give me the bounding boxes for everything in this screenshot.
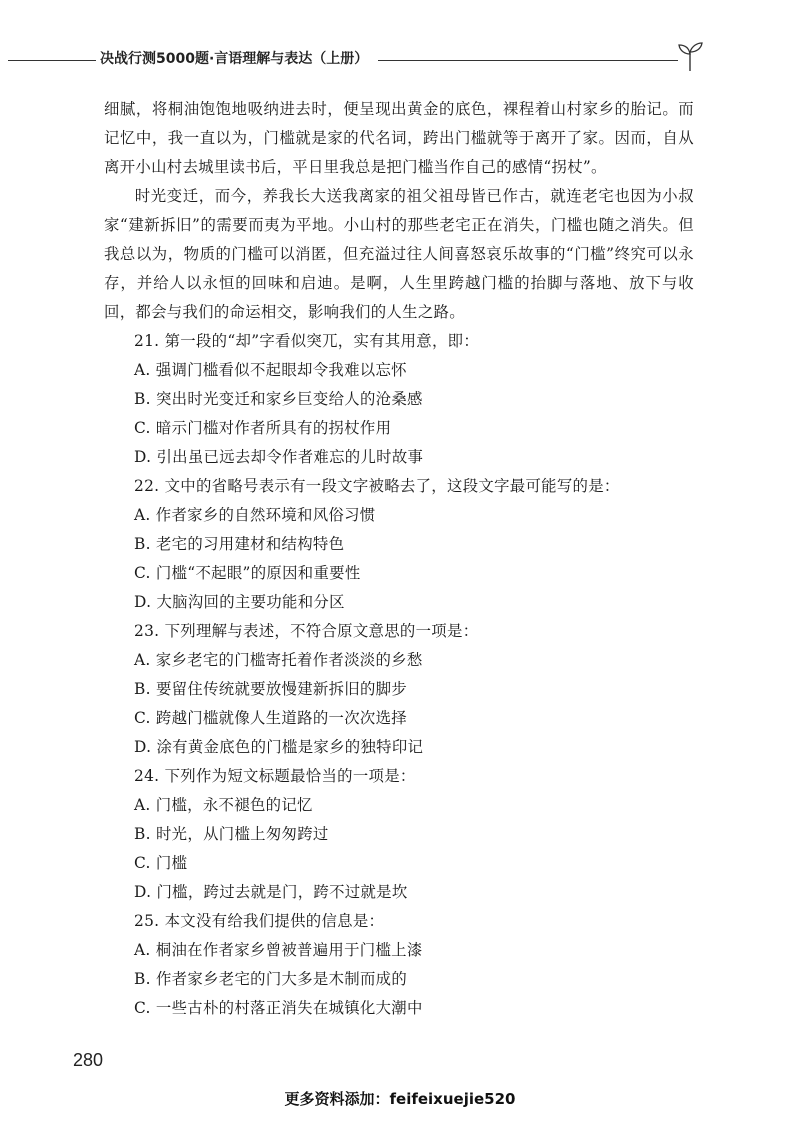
answer-option: A. 作者家乡的自然环境和风俗习惯 — [134, 506, 376, 524]
answer-option: B. 老宅的习用建材和结构特色 — [134, 535, 345, 553]
answer-option: D. 门槛，跨过去就是门，跨不过就是坎 — [134, 883, 408, 901]
sprout-icon — [676, 40, 704, 72]
question-21 — [104, 327, 694, 472]
answer-option: A. 桐油在作者家乡曾被普遍用于门槛上漆 — [134, 941, 423, 959]
answer-option: C. 一些古朴的村落正消失在城镇化大潮中 — [134, 999, 423, 1017]
answer-option: D. 引出虽已远去却令作者难忘的儿时故事 — [134, 448, 424, 466]
answer-option: C. 暗示门槛对作者所具有的拐杖作用 — [134, 419, 392, 437]
question-25 — [104, 907, 694, 1023]
answer-option: B. 作者家乡老宅的门大多是木制而成的 — [134, 970, 408, 988]
answer-option: A. 强调门槛看似不起眼却令我难以忘怀 — [134, 361, 407, 379]
book-title: 决战行测5000题·言语理解与表达（上册） — [100, 51, 369, 67]
answer-option: D. 涂有黄金底色的门槛是家乡的独特印记 — [134, 738, 424, 756]
question-23 — [104, 617, 694, 762]
question-22 — [104, 472, 694, 617]
answer-option: D. 大脑沟回的主要功能和分区 — [134, 593, 345, 611]
header-rule-right — [378, 60, 678, 61]
question-stem: 21. 第一段的“却”字看似突兀，实有其用意，即： — [134, 332, 480, 350]
page-number: 280 — [73, 1050, 104, 1070]
answer-option: C. 跨越门槛就像人生道路的一次次选择 — [134, 709, 407, 727]
answer-option: C. 门槛“不起眼”的原因和重要性 — [134, 564, 361, 582]
passage-paragraph: 时光变迁，而今，养我长大送我离家的祖父祖母皆已作古，就连老宅也因为小叔家“建新拆旧”的需要而夷为平地。小山村的那些老宅正在消失，门槛也随之消失。但我总以为，物质的门槛可以消匿，但充溢过往人间喜怒哀乐故事的“门槛”终究可以永存，并给人以永恒的回味和启迪。是啊，人生里跨越门槛的抬脚与落地、放下与收回，都会与我们的命运相交，影响我们的人生之路。 — [104, 187, 694, 321]
question-stem: 25. 本文没有给我们提供的信息是： — [134, 912, 385, 930]
header-rule-left — [8, 60, 96, 61]
answer-option: B. 时光，从门槛上匆匆跨过 — [134, 825, 329, 843]
question-stem: 24. 下列作为短文标题最恰当的一项是： — [134, 767, 416, 785]
running-header — [0, 40, 800, 76]
answer-option: B. 要留住传统就要放慢建新拆旧的脚步 — [134, 680, 408, 698]
page-body — [104, 95, 694, 1023]
answer-option: B. 突出时光变迁和家乡巨变给人的沧桑感 — [134, 390, 423, 408]
question-stem: 23. 下列理解与表述，不符合原文意思的一项是： — [134, 622, 479, 640]
question-24 — [104, 762, 694, 907]
answer-option: A. 门槛，永不褪色的记忆 — [134, 796, 313, 814]
footer-note: 更多资料添加：feifeixuejie520 — [284, 1090, 516, 1108]
question-stem: 22. 文中的省略号表示有一段文字被略去了，这段文字最可能写的是： — [134, 477, 620, 495]
passage-paragraph: 细腻，将桐油饱饱地吸纳进去时，便呈现出黄金的底色，裸程着山村家乡的胎记。而记忆中，我一直以为，门槛就是家的代名词，跨出门槛就等于离开了家。因而，自从离开小山村去城里读书后，平日里我总是把门槛当作自己的感情“拐杖”。 — [104, 100, 694, 176]
answer-option: C. 门槛 — [134, 854, 188, 872]
answer-option: A. 家乡老宅的门槛寄托着作者淡淡的乡愁 — [134, 651, 423, 669]
